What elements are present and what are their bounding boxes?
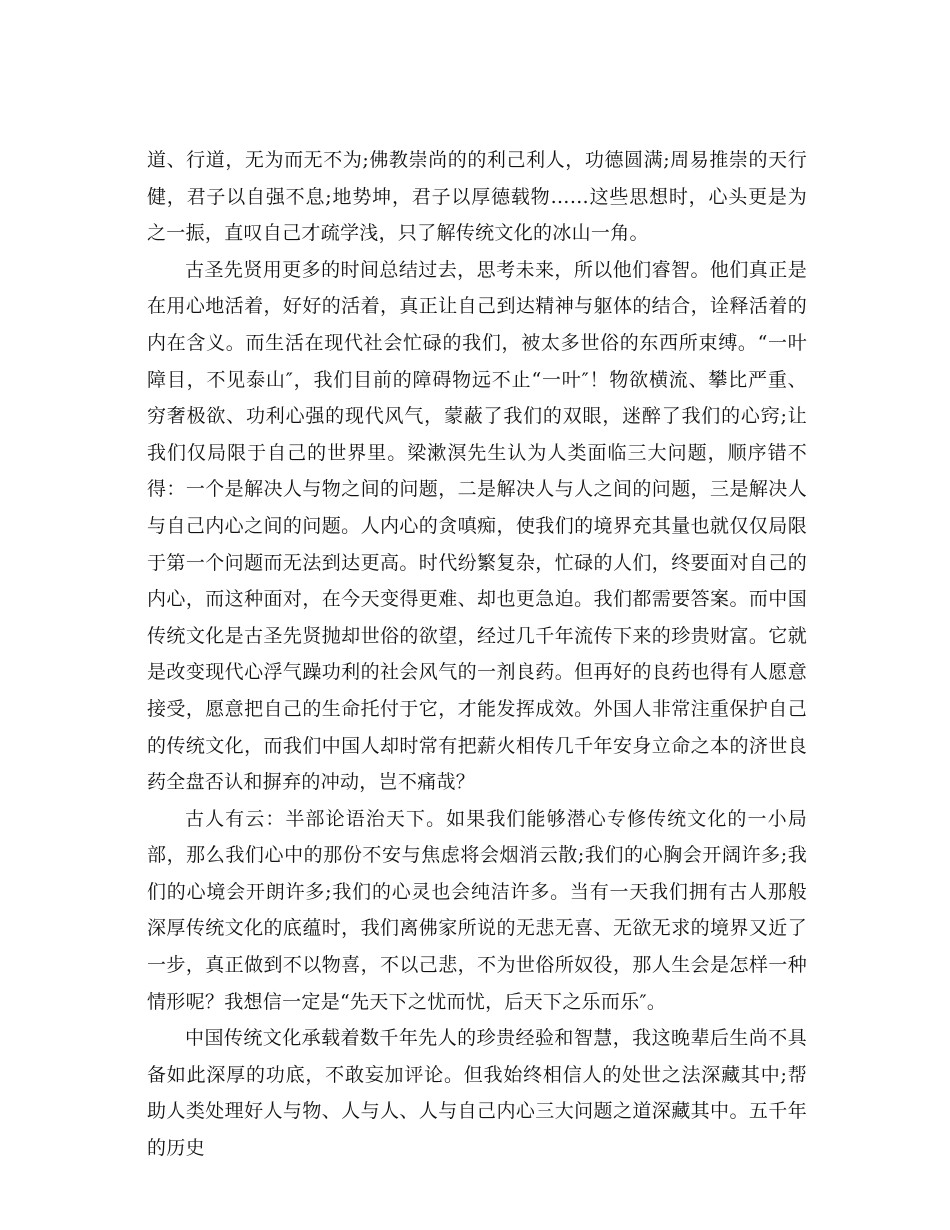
body-text — [147, 142, 807, 1167]
paragraph-sages: 古圣先贤用更多的时间总结过去，思考未来，所以他们睿智。他们真正是在用心地活着，好好的活着，真正让自己到达精神与躯体的结合，诠释活着的内在含义。而生活在现代社会忙碌的我们，被太多世俗的东西所束缚。“一叶障目，不见泰山″，我们目前的障碍物远不止“一叶″！物欲横流、攀比严重、穷奢极欲、功利心强的现代风气，蒙蔽了我们的双眼，迷醉了我们的心窍;让我们仅局限于自己的世界里。梁漱溟先生认为人类面临三大问题，顺序错不得：一个是解决人与物之间的问题，二是解决人与人之间的问题，三是解决人与自己内心之间的问题。人内心的贪嗔痴，使我们的境界充其量也就仅仅局限于第一个问题而无法到达更高。时代纷繁复杂，忙碌的人们，终要面对自己的内心，而这种面对，在今天变得更难、却也更急迫。我们都需要答案。而中国传统文化是古圣先贤抛却世俗的欲望，经过几千年流传下来的珍贵财富。它就是改变现代心浮气躁功利的社会风气的一剂良药。但再好的良药也得有人愿意接受，愿意把自己的生命托付于它，才能发挥成效。外国人非常注重保护自己的传统文化，而我们中国人却时常有把薪火相传几千年安身立命之本的济世良药全盘否认和摒弃的冲动，岂不痛哉？ — [147, 258, 807, 794]
paragraph-analects: 古人有云：半部论语治天下。如果我们能够潜心专修传统文化的一小局部，那么我们心中的那份不安与焦虑将会烟消云散;我们的心胸会开阔许多;我们的心境会开朗许多;我们的心灵也会纯洁许多。当有一天我们拥有古人那般深厚传统文化的底蕴时，我们离佛家所说的无悲无喜、无欲无求的境界又近了一步，真正做到不以物喜，不以己悲，不为世俗所奴役，那人生会是怎样一种情形呢？我想信一定是“先天下之忧而忧，后天下之乐而乐″。 — [147, 807, 807, 1013]
paragraph-continuation: 道、行道，无为而无不为;佛教崇尚的的利己利人，功德圆满;周易推崇的天行健，君子以自强不息;地势坤，君子以厚德载物……这些思想时，心头更是为之一振，直叹自己才疏学浅，只了解传统文化的冰山一角。 — [147, 149, 807, 245]
paragraph-conclusion: 中国传统文化承载着数千年先人的珍贵经验和智慧，我这晚辈后生尚不具备如此深厚的功底，不敢妄加评论。但我始终相信人的处世之法深藏其中;帮助人类处理好人与物、人与人、人与自己内心三大问题之道深藏其中。五千年的历史 — [147, 1027, 807, 1160]
